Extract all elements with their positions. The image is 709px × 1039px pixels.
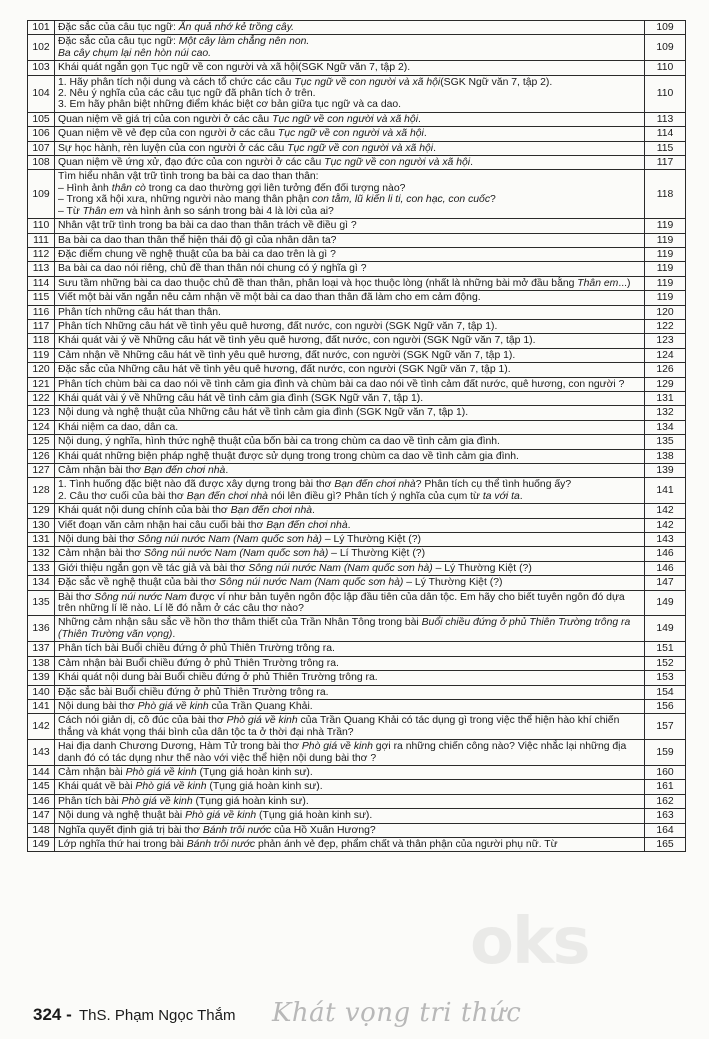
table-row [28, 170, 686, 219]
row-page: 151 [645, 642, 686, 656]
row-page: 113 [645, 112, 686, 126]
row-number: 131 [28, 533, 55, 547]
row-title: 1. Hãy phân tích nội dung và cách tổ chức các câu Tục ngữ về con người và xã hội(SGK Ngữ văn 7, tập 2). 2. Nêu ý nghĩa của các câu tục ngữ đã phân tích ở trên. 3. Em hãy phân biệt những điểm khác biệt cơ bản giữa tục ngữ và ca dao. [55, 75, 645, 112]
row-page: 110 [645, 75, 686, 112]
table-row [28, 75, 686, 112]
table-row [28, 837, 686, 851]
row-number: 146 [28, 794, 55, 808]
row-number: 104 [28, 75, 55, 112]
table-row [28, 765, 686, 779]
row-page: 146 [645, 561, 686, 575]
row-number: 115 [28, 291, 55, 305]
row-number: 109 [28, 170, 55, 219]
table-row [28, 21, 686, 35]
row-title: Quan niệm về giá trị của con người ở các câu Tục ngữ về con người và xã hội. [55, 112, 645, 126]
row-number: 124 [28, 420, 55, 434]
row-page: 123 [645, 334, 686, 348]
row-title: Cảm nhận bài thơ Bạn đến chơi nhà. [55, 464, 645, 478]
row-number: 102 [28, 35, 55, 61]
table-row [28, 141, 686, 155]
row-title: Bài thơ Sông núi nước Nam được ví như bản tuyên ngôn độc lập đầu tiên của dân tộc. Em hãy cho biết tuyên ngôn đó dựa trên những lí lẽ nào. Lí lẽ đó nằm ở các câu thơ nào? [55, 590, 645, 616]
row-page: 161 [645, 780, 686, 794]
table-row [28, 823, 686, 837]
row-page: 163 [645, 809, 686, 823]
row-title: Sự học hành, rèn luyện của con người ở các câu Tục ngữ về con người và xã hội. [55, 141, 645, 155]
row-number: 130 [28, 518, 55, 532]
row-page: 110 [645, 61, 686, 75]
row-number: 144 [28, 765, 55, 779]
row-page: 131 [645, 391, 686, 405]
row-page: 126 [645, 363, 686, 377]
row-number: 133 [28, 561, 55, 575]
row-title: Lớp nghĩa thứ hai trong bài Bánh trôi nước phản ánh vẻ đẹp, phẩm chất và thân phận của người phụ nữ. Từ [55, 837, 645, 851]
row-title: Cảm nhận về Những câu hát về tình yêu quê hương, đất nước, con người (SGK Ngữ văn 7, tập 1). [55, 348, 645, 362]
table-row [28, 276, 686, 290]
row-number: 125 [28, 435, 55, 449]
table-row [28, 420, 686, 434]
row-title: Nội dung và nghệ thuật của Những câu hát về tình cảm gia đình (SGK Ngữ văn 7, tập 1). [55, 406, 645, 420]
table-row [28, 406, 686, 420]
row-title: Cách nói giản dị, cô đúc của bài thơ Phò giá về kinh của Trần Quang Khải có tác dụng gì trong việc thể hiện hào khí chiến thắng và khát vọng thái bình của dân tộc ta ở thời đại nhà Trần? [55, 714, 645, 740]
row-number: 106 [28, 127, 55, 141]
table-row [28, 576, 686, 590]
table-row [28, 518, 686, 532]
row-number: 143 [28, 740, 55, 766]
table-of-contents [27, 20, 686, 852]
row-title: Đặc sắc của Những câu hát về tình yêu quê hương, đất nước, con người (SGK Ngữ văn 7, tập 1). [55, 363, 645, 377]
row-title: Ba bài ca dao than thân thể hiện thái độ gì của nhân dân ta? [55, 233, 645, 247]
row-page: 165 [645, 837, 686, 851]
row-number: 108 [28, 156, 55, 170]
row-title: Phân tích chùm bài ca dao nói về tình cảm gia đình và chùm bài ca dao nói về tình cảm đất nước, quê hương, con người ? [55, 377, 645, 391]
row-page: 143 [645, 533, 686, 547]
row-page: 132 [645, 406, 686, 420]
row-number: 140 [28, 685, 55, 699]
row-page: 146 [645, 547, 686, 561]
row-title: Nghĩa quyết định giá trị bài thơ Bánh trôi nước của Hồ Xuân Hương? [55, 823, 645, 837]
table-row [28, 291, 686, 305]
row-page: 152 [645, 656, 686, 670]
table-row [28, 377, 686, 391]
row-page: 109 [645, 35, 686, 61]
table-row [28, 642, 686, 656]
row-title: Nội dung, ý nghĩa, hình thức nghệ thuật của bốn bài ca trong chùm ca dao về tình cảm gia đình. [55, 435, 645, 449]
row-title: Phân tích bài Phò giá về kinh (Tụng giá hoàn kinh sư). [55, 794, 645, 808]
row-title: Nội dung bài thơ Sông núi nước Nam (Nam quốc sơn hà) – Lý Thường Kiệt (?) [55, 533, 645, 547]
row-page: 119 [645, 219, 686, 233]
row-page: 162 [645, 794, 686, 808]
row-number: 137 [28, 642, 55, 656]
row-number: 101 [28, 21, 55, 35]
row-number: 103 [28, 61, 55, 75]
row-page: 159 [645, 740, 686, 766]
row-page: 119 [645, 291, 686, 305]
table-row [28, 61, 686, 75]
row-number: 105 [28, 112, 55, 126]
row-title: Ba bài ca dao nói riêng, chủ đề than thân nói chung có ý nghĩa gì ? [55, 262, 645, 276]
row-title: Đặc sắc của câu tục ngữ: Một cây làm chẳng nên non. Ba cây chụm lại nên hòn núi cao. [55, 35, 645, 61]
row-title: Khái quát những biện pháp nghệ thuật được sử dụng trong trong chùm ca dao về tình cảm gia đình. [55, 449, 645, 463]
row-number: 116 [28, 305, 55, 319]
row-number: 122 [28, 391, 55, 405]
row-title: Đặc sắc về nghệ thuật của bài thơ Sông núi nước Nam (Nam quốc sơn hà) – Lý Thường Kiệt (?) [55, 576, 645, 590]
table-row [28, 391, 686, 405]
row-number: 128 [28, 478, 55, 504]
row-page: 147 [645, 576, 686, 590]
table-row [28, 740, 686, 766]
table-row [28, 561, 686, 575]
row-number: 113 [28, 262, 55, 276]
row-number: 127 [28, 464, 55, 478]
row-page: 153 [645, 671, 686, 685]
row-title: Đặc điểm chung về nghệ thuật của ba bài ca dao trên là gì ? [55, 247, 645, 261]
table-row [28, 671, 686, 685]
table-row [28, 305, 686, 319]
row-title: Sưu tầm những bài ca dao thuộc chủ đề than thân, phân loại và học thuộc lòng (nhất là những bài mở đầu bằng Thân em...) [55, 276, 645, 290]
table-row [28, 504, 686, 518]
table-row [28, 714, 686, 740]
row-page: 164 [645, 823, 686, 837]
row-title: Quan niệm về vẻ đẹp của con người ở các câu Tục ngữ về con người và xã hội. [55, 127, 645, 141]
row-number: 132 [28, 547, 55, 561]
row-page: 139 [645, 464, 686, 478]
row-number: 118 [28, 334, 55, 348]
table-row [28, 533, 686, 547]
row-number: 139 [28, 671, 55, 685]
row-number: 129 [28, 504, 55, 518]
row-number: 119 [28, 348, 55, 362]
table-row [28, 233, 686, 247]
table-row [28, 127, 686, 141]
table-row [28, 616, 686, 642]
row-page: 119 [645, 247, 686, 261]
row-page: 122 [645, 319, 686, 333]
page-footer [27, 1000, 686, 1030]
row-page: 114 [645, 127, 686, 141]
row-title: Đặc sắc bài Buổi chiều đứng ở phủ Thiên Trường trông ra. [55, 685, 645, 699]
row-title: Cảm nhận bài thơ Sông núi nước Nam (Nam quốc sơn hà) – Lí Thường Kiệt (?) [55, 547, 645, 561]
row-page: 142 [645, 518, 686, 532]
row-title: Khái quát về bài Phò giá về kinh (Tụng giá hoàn kinh sư). [55, 780, 645, 794]
row-number: 141 [28, 699, 55, 713]
row-page: 118 [645, 170, 686, 219]
toc-body [28, 21, 686, 852]
row-number: 147 [28, 809, 55, 823]
watermark: oks [470, 905, 589, 979]
table-row [28, 699, 686, 713]
row-page: 115 [645, 141, 686, 155]
row-title: Đặc sắc của câu tục ngữ: Ăn quả nhớ kẻ trồng cây. [55, 21, 645, 35]
row-page: 157 [645, 714, 686, 740]
table-row [28, 156, 686, 170]
row-title: Tìm hiểu nhân vật trữ tình trong ba bài ca dao than thân: – Hình ảnh thân cò trong ca dao thường gợi liên tưởng đến đối tượng nào? – Trong xã hội xưa, những người nào mang thân phận con tằm, lũ kiến li ti, con hạc, con cuốc? – Từ Thân em và hình ảnh so sánh trong bài 4 là lời của ai? [55, 170, 645, 219]
table-row [28, 794, 686, 808]
table-row [28, 262, 686, 276]
row-number: 135 [28, 590, 55, 616]
table-row [28, 478, 686, 504]
table-row [28, 590, 686, 616]
row-page: 142 [645, 504, 686, 518]
row-title: Cảm nhận bài Phò giá về kinh (Tụng giá hoàn kinh sư). [55, 765, 645, 779]
row-page: 129 [645, 377, 686, 391]
row-number: 145 [28, 780, 55, 794]
table-row [28, 809, 686, 823]
row-page: 149 [645, 590, 686, 616]
row-page: 160 [645, 765, 686, 779]
row-page: 120 [645, 305, 686, 319]
row-title: Khái quát nội dung bài Buổi chiều đứng ở phủ Thiên Trường trông ra. [55, 671, 645, 685]
row-title: Khái quát nội dung chính của bài thơ Bạn đến chơi nhà. [55, 504, 645, 518]
row-page: 119 [645, 262, 686, 276]
table-row [28, 656, 686, 670]
row-title: Những cảm nhận sâu sắc về hồn thơ thâm thiết của Trần Nhân Tông trong bài Buổi chiều đứng ở phủ Thiên Trường trông ra (Thiên Trường vãn vọng). [55, 616, 645, 642]
table-row [28, 219, 686, 233]
row-number: 121 [28, 377, 55, 391]
row-title: Cảm nhận bài Buổi chiều đứng ở phủ Thiên Trường trông ra. [55, 656, 645, 670]
table-row [28, 547, 686, 561]
table-row [28, 35, 686, 61]
table-row [28, 780, 686, 794]
row-page: 134 [645, 420, 686, 434]
row-page: 119 [645, 233, 686, 247]
row-number: 107 [28, 141, 55, 155]
row-title: Phân tích những câu hát than thân. [55, 305, 645, 319]
row-title: Khái quát vài ý về Những câu hát về tình cảm gia đình (SGK Ngữ văn 7, tập 1). [55, 391, 645, 405]
table-row [28, 247, 686, 261]
table-row [28, 112, 686, 126]
table-row [28, 685, 686, 699]
row-number: 120 [28, 363, 55, 377]
row-page: 135 [645, 435, 686, 449]
row-number: 136 [28, 616, 55, 642]
publisher-slogan: Khát vọng tri thức [272, 998, 522, 1028]
row-title: Nhân vật trữ tình trong ba bài ca dao than thân trách về điều gì ? [55, 219, 645, 233]
row-title: Viết một bài văn ngắn nêu cảm nhận về một bài ca dao than thân đã làm cho em cảm động. [55, 291, 645, 305]
row-page: 124 [645, 348, 686, 362]
row-page: 141 [645, 478, 686, 504]
row-page: 117 [645, 156, 686, 170]
row-title: Nội dung bài thơ Phò giá về kinh của Trần Quang Khải. [55, 699, 645, 713]
row-number: 111 [28, 233, 55, 247]
row-title: Phân tích Những câu hát về tình yêu quê hương, đất nước, con người (SGK Ngữ văn 7, tập 1). [55, 319, 645, 333]
row-number: 149 [28, 837, 55, 851]
row-number: 148 [28, 823, 55, 837]
row-number: 134 [28, 576, 55, 590]
row-title: Phân tích bài Buổi chiều đứng ở phủ Thiên Trường trông ra. [55, 642, 645, 656]
row-number: 123 [28, 406, 55, 420]
row-page: 156 [645, 699, 686, 713]
row-number: 142 [28, 714, 55, 740]
row-number: 110 [28, 219, 55, 233]
row-title: Khái niệm ca dao, dân ca. [55, 420, 645, 434]
row-page: 138 [645, 449, 686, 463]
row-title: Khái quát ngắn gọn Tục ngữ về con người và xã hội(SGK Ngữ văn 7, tập 2). [55, 61, 645, 75]
table-row [28, 363, 686, 377]
row-number: 138 [28, 656, 55, 670]
table-row [28, 464, 686, 478]
row-title: Giới thiệu ngắn gọn về tác giả và bài thơ Sông núi nước Nam (Nam quốc sơn hà) – Lý Thường Kiệt (?) [55, 561, 645, 575]
row-number: 114 [28, 276, 55, 290]
row-number: 126 [28, 449, 55, 463]
page-number: 324 - [33, 1005, 72, 1024]
table-row [28, 348, 686, 362]
row-title: Nội dung và nghệ thuật bài Phò giá về kinh (Tụng giá hoàn kinh sư). [55, 809, 645, 823]
row-number: 117 [28, 319, 55, 333]
table-row [28, 334, 686, 348]
row-title: Khái quát vài ý về Những câu hát về tình yêu quê hương, đất nước, con người (SGK Ngữ văn 7, tập 1). [55, 334, 645, 348]
table-row [28, 435, 686, 449]
row-title: Quan niệm về ứng xử, đạo đức của con người ở các câu Tục ngữ về con người và xã hội. [55, 156, 645, 170]
row-page: 119 [645, 276, 686, 290]
table-row [28, 449, 686, 463]
row-page: 149 [645, 616, 686, 642]
row-title: Viết đoạn văn cảm nhận hai câu cuối bài thơ Bạn đến chơi nhà. [55, 518, 645, 532]
row-title: Hai địa danh Chương Dương, Hàm Tử trong bài thơ Phò giá về kinh gợi ra những chiến công nào? Việc nhắc lại những địa danh đó có tác dụng như thế nào với việc thể hiện nội dung bài thơ ? [55, 740, 645, 766]
table-row [28, 319, 686, 333]
row-number: 112 [28, 247, 55, 261]
author-name: ThS. Phạm Ngọc Thắm [79, 1007, 236, 1024]
row-title: 1. Tình huống đặc biệt nào đã được xây dựng trong bài thơ Bạn đến chơi nhà? Phân tích cụ thể tình huống ấy? 2. Câu thơ cuối của bài thơ Bạn đến chơi nhà nói lên điều gì? Phân tích ý nghĩa của cụm từ ta với ta. [55, 478, 645, 504]
row-page: 154 [645, 685, 686, 699]
row-page: 109 [645, 21, 686, 35]
